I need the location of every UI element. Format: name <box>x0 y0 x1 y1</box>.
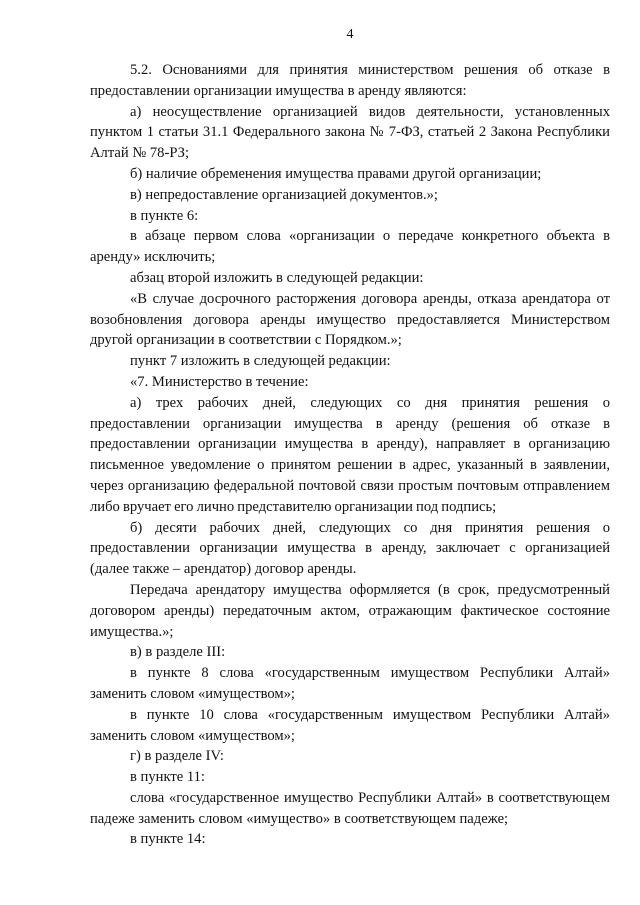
paragraph: в пункте 8 слова «государственным имуществом Республики Алтай» заменить словом «имуществом»; <box>90 665 610 702</box>
page-number: 4 <box>346 27 354 42</box>
paragraph: в пункте 10 слова «государственным имуществом Республики Алтай» заменить словом «имуществом»; <box>90 706 610 744</box>
paragraph: пункт 7 изложить в следующей редакции: <box>130 353 391 370</box>
document-page <box>90 0 610 905</box>
paragraph: в) в разделе III: <box>130 644 226 661</box>
paragraph: а) неосуществление организацией видов деятельности, установленных пунктом 1 статьи 31.1 Федерального закона № 7-ФЗ, статьей 2 Закона Республики Алтай № 78-РЗ; <box>90 103 610 162</box>
paragraph: «7. Министерство в течение: <box>130 373 309 390</box>
document-body <box>90 60 610 850</box>
paragraph: в пункте 11: <box>130 769 205 786</box>
paragraph: в) непредоставление организацией документов.»; <box>130 186 438 203</box>
paragraph: Передача арендатору имущества оформляется (в срок, предусмотренный договором аренды) передаточным актом, отражающим фактическое состояние имущества.»; <box>90 581 610 640</box>
paragraph: б) десяти рабочих дней, следующих со дня принятия решения о предоставлении организации имущества в аренду, заключает с организацией (далее также – арендатор) договор аренды. <box>90 519 610 578</box>
paragraph: в пункте 14: <box>130 831 206 848</box>
paragraph: г) в разделе IV: <box>130 748 224 765</box>
paragraph: а) трех рабочих дней, следующих со дня принятия решения о предоставлении организации имущества в аренду (решения об отказе в предоставлении организации имущества в аренду), направляет в организацию письменное уведомление о принятом решении в адрес, указанный в заявлении, через организацию федеральной почтовой связи простым почтовым отправлением либо вручает его лично представителю организации под подпись; <box>90 394 610 515</box>
paragraph: «В случае досрочного расторжения договора аренды, отказа арендатора от возобновления договора аренды имущество предоставляется Министерством другой организации в соответствии с Порядком.»; <box>90 290 610 349</box>
paragraph: в пункте 6: <box>130 207 199 224</box>
paragraph: абзац второй изложить в следующей редакции: <box>130 269 424 286</box>
paragraph: в абзаце первом слова «организации о передаче конкретного объекта в аренду» исключить; <box>90 228 610 266</box>
paragraph: 5.2. Основаниями для принятия министерством решения об отказе в предоставлении организации имущества в аренду являются: <box>90 62 610 99</box>
paragraph: слова «государственное имущество Республики Алтай» в соответствующем падеже заменить словом «имущество» в соответствующем падеже; <box>90 789 610 827</box>
paragraph: б) наличие обременения имущества правами другой организации; <box>130 165 542 182</box>
